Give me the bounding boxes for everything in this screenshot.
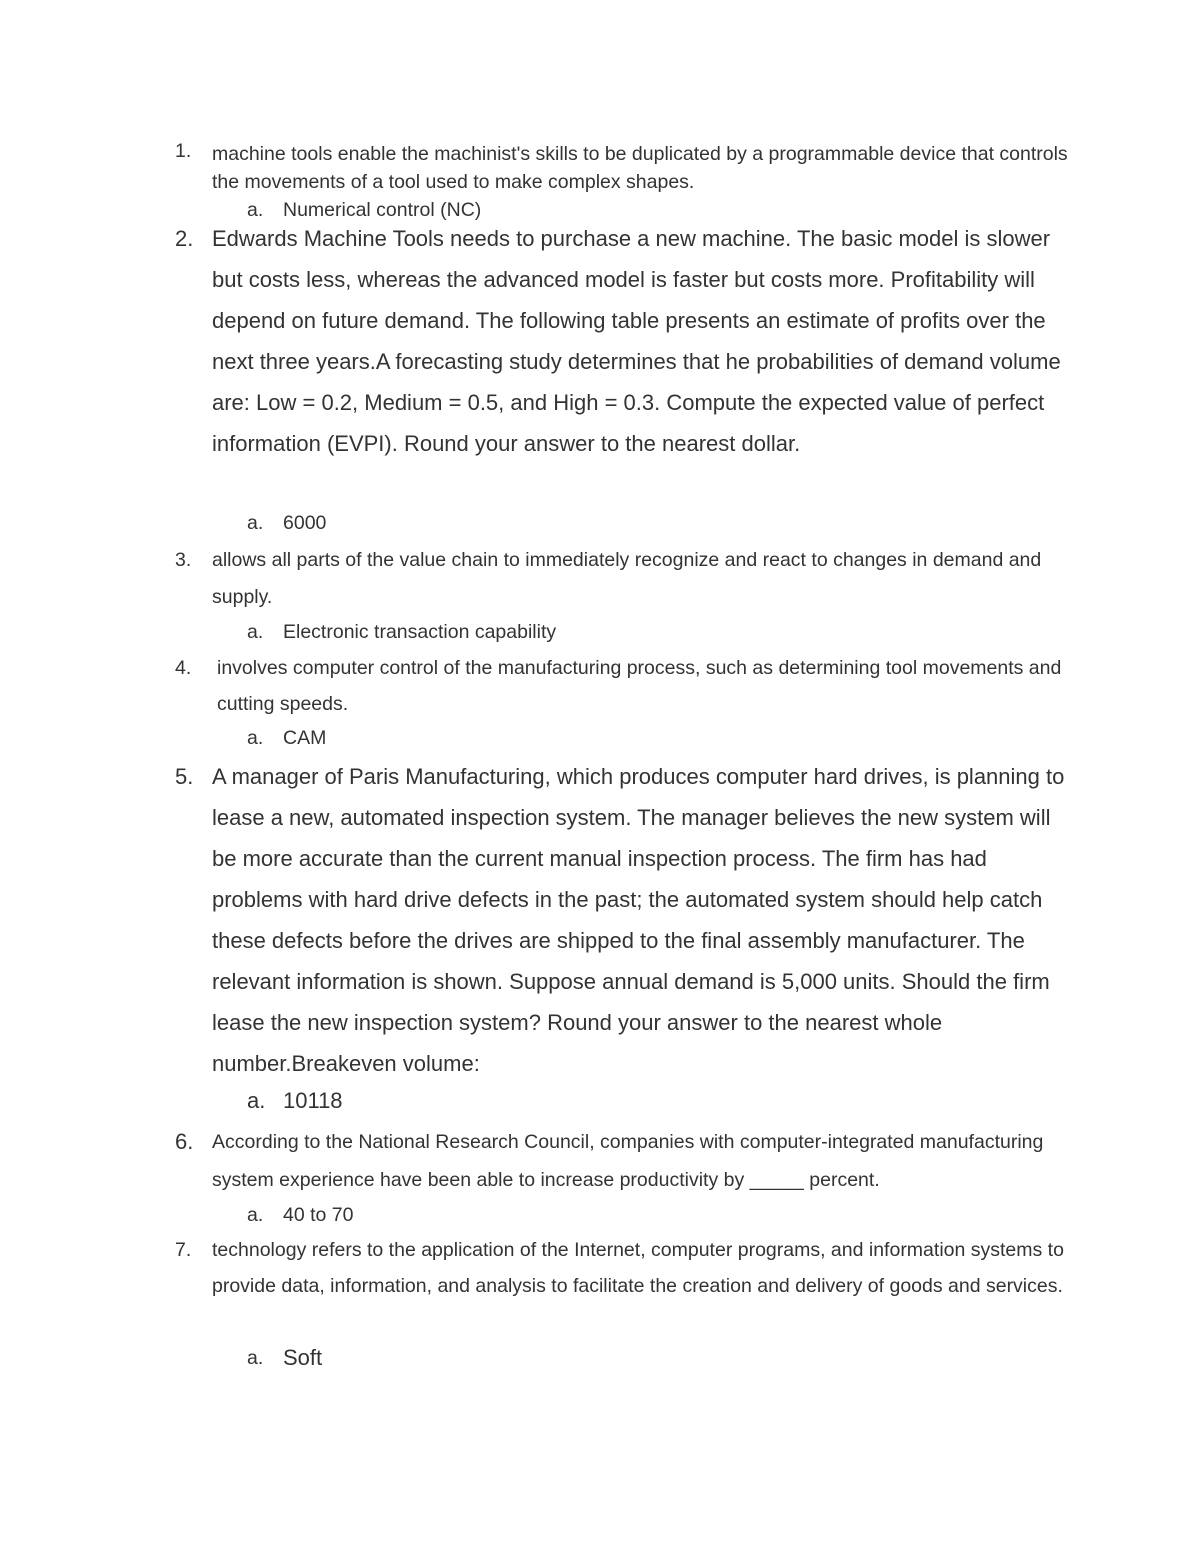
answer-letter: a. <box>247 512 264 534</box>
question-text: Edwards Machine Tools needs to purchase a new machine. The basic model is slower but costs less, whereas the advanced model is faster but costs more. Profitability will depend on future demand. The following table presents an estimate of profits over the next three years.A forecasting study determines that he probabilities of demand volume are: Low = 0.2, Medium = 0.5, and High = 0.3. Compute the expected value of perfect information (EVPI). Round your answer to the nearest dollar. <box>212 226 1061 456</box>
question-text: allows all parts of the value chain to immediately recognize and react to changes in demand and supply. <box>212 549 1042 608</box>
question-number: 4. <box>175 657 192 679</box>
question-number: 5. <box>175 764 194 789</box>
answer-letter: a. <box>247 1347 264 1369</box>
answer-letter: a. <box>247 621 264 643</box>
question-text: A manager of Paris Manufacturing, which produces computer hard drives, is planning to lease a new, automated inspection system. The manager believes the new system will be more accurate than the current manual inspection process. The firm has had problems with hard drive defects in the past; the automated system should help catch these defects before the drives are shipped to the final assembly manufacturer. The relevant information is shown. Suppose annual demand is 5,000 units. Should the firm lease the new inspection system? Round your answer to the nearest whole number.Breakeven volume: <box>212 764 1065 1076</box>
answer-letter: a. <box>247 727 264 749</box>
answer-text: Numerical control (NC) <box>283 199 482 221</box>
answer-text: Soft <box>283 1345 323 1370</box>
answer-text: 40 to 70 <box>283 1204 354 1226</box>
question-number: 7. <box>175 1239 192 1261</box>
answer-text: Electronic transaction capability <box>283 621 557 643</box>
answer-text: CAM <box>283 727 327 749</box>
question-text: According to the National Research Council, companies with computer-integrated manufacturing system experience have been able to increase productivity by _____ percent. <box>212 1131 1044 1191</box>
question-text: machine tools enable the machinist's skills to be duplicated by a programmable device that controls the movements of a tool used to make complex shapes. <box>212 143 1068 193</box>
answer-text: 10118 <box>283 1088 343 1113</box>
question-number: 2. <box>175 226 194 251</box>
answer-letter: a. <box>247 1088 266 1113</box>
question-text: involves computer control of the manufacturing process, such as determining tool movements and cutting speeds. <box>217 657 1062 715</box>
answer-text: 6000 <box>283 512 327 534</box>
answer-letter: a. <box>247 1204 264 1226</box>
question-number: 3. <box>175 549 192 571</box>
answer-letter: a. <box>247 199 264 221</box>
question-number: 1. <box>175 140 192 162</box>
question-number: 6. <box>175 1129 194 1154</box>
question-text: technology refers to the application of the Internet, computer programs, and information systems to provide data, information, and analysis to facilitate the creation and delivery of goods and services. <box>212 1239 1064 1297</box>
